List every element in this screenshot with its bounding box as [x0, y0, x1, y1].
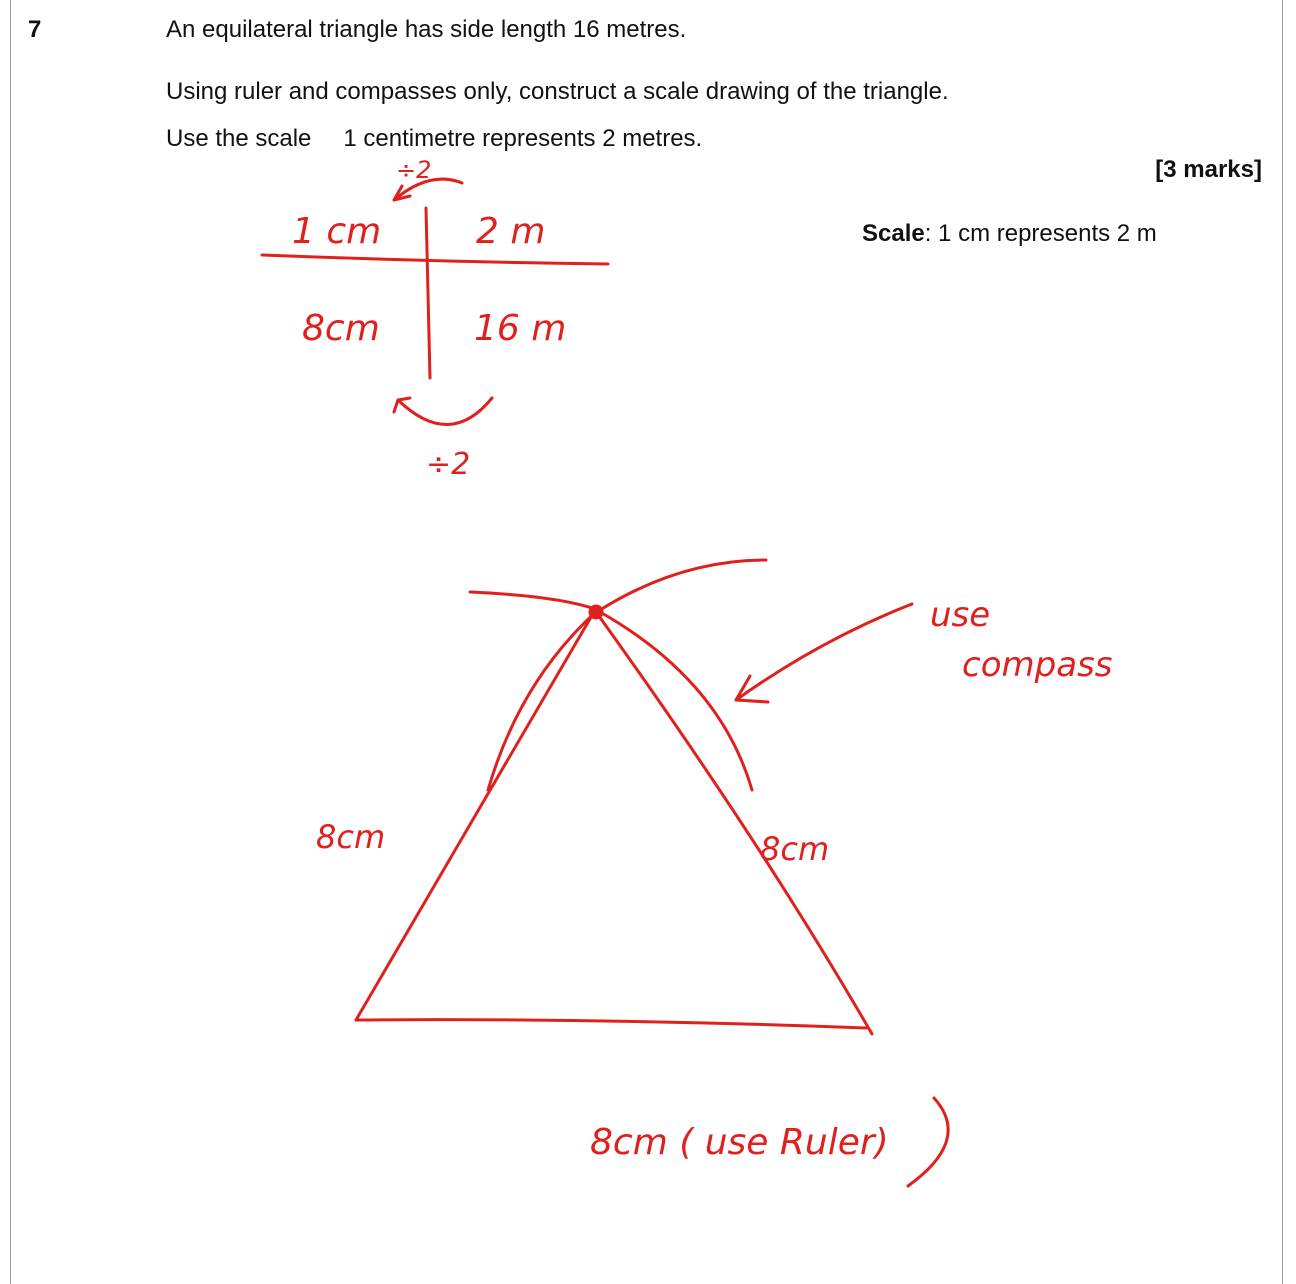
table-bottom-left: 8cm	[302, 308, 380, 349]
table-bottom-right: 16 m	[474, 308, 567, 349]
compass-arc-right	[600, 560, 766, 790]
table-top-left: 1 cm	[292, 211, 382, 252]
triangle-left-side	[356, 612, 594, 1020]
compass-note-1: use	[930, 595, 991, 635]
triangle-base	[356, 1020, 866, 1028]
right-side-label: 8cm	[760, 830, 830, 868]
question-text-2: Using ruler and compasses only, construct a scale drawing of the triangle.	[166, 78, 949, 105]
compass-pointer-arrow	[736, 604, 912, 702]
arrow-bottom	[394, 398, 492, 425]
left-side-label: 8cm	[316, 818, 386, 856]
div-bottom-label: ÷2	[426, 447, 471, 482]
compass-note-2: compass	[962, 645, 1113, 685]
marks-label: [3 marks]	[1155, 156, 1262, 183]
base-label-bracket	[908, 1098, 948, 1186]
table-top-right: 2 m	[476, 211, 546, 252]
scale-instruction-value: 1 centimetre represents 2 metres.	[343, 125, 703, 152]
scale-instruction-label: Use the scale	[166, 125, 312, 152]
table-vertical-line	[426, 208, 430, 378]
table-horizontal-line	[262, 255, 608, 264]
apex-dot	[590, 606, 602, 618]
compass-arc-left	[470, 592, 598, 790]
base-label: 8cm ( use Ruler)	[590, 1122, 889, 1163]
div-top-label: ÷2	[396, 156, 432, 184]
triangle-right-side	[596, 612, 872, 1034]
question-number: 7	[28, 16, 42, 43]
scale-box-label: Scale	[862, 220, 925, 247]
scale-box-value: : 1 cm represents 2 m	[924, 220, 1157, 247]
question-text-1: An equilateral triangle has side length 16 metres.	[166, 16, 687, 43]
